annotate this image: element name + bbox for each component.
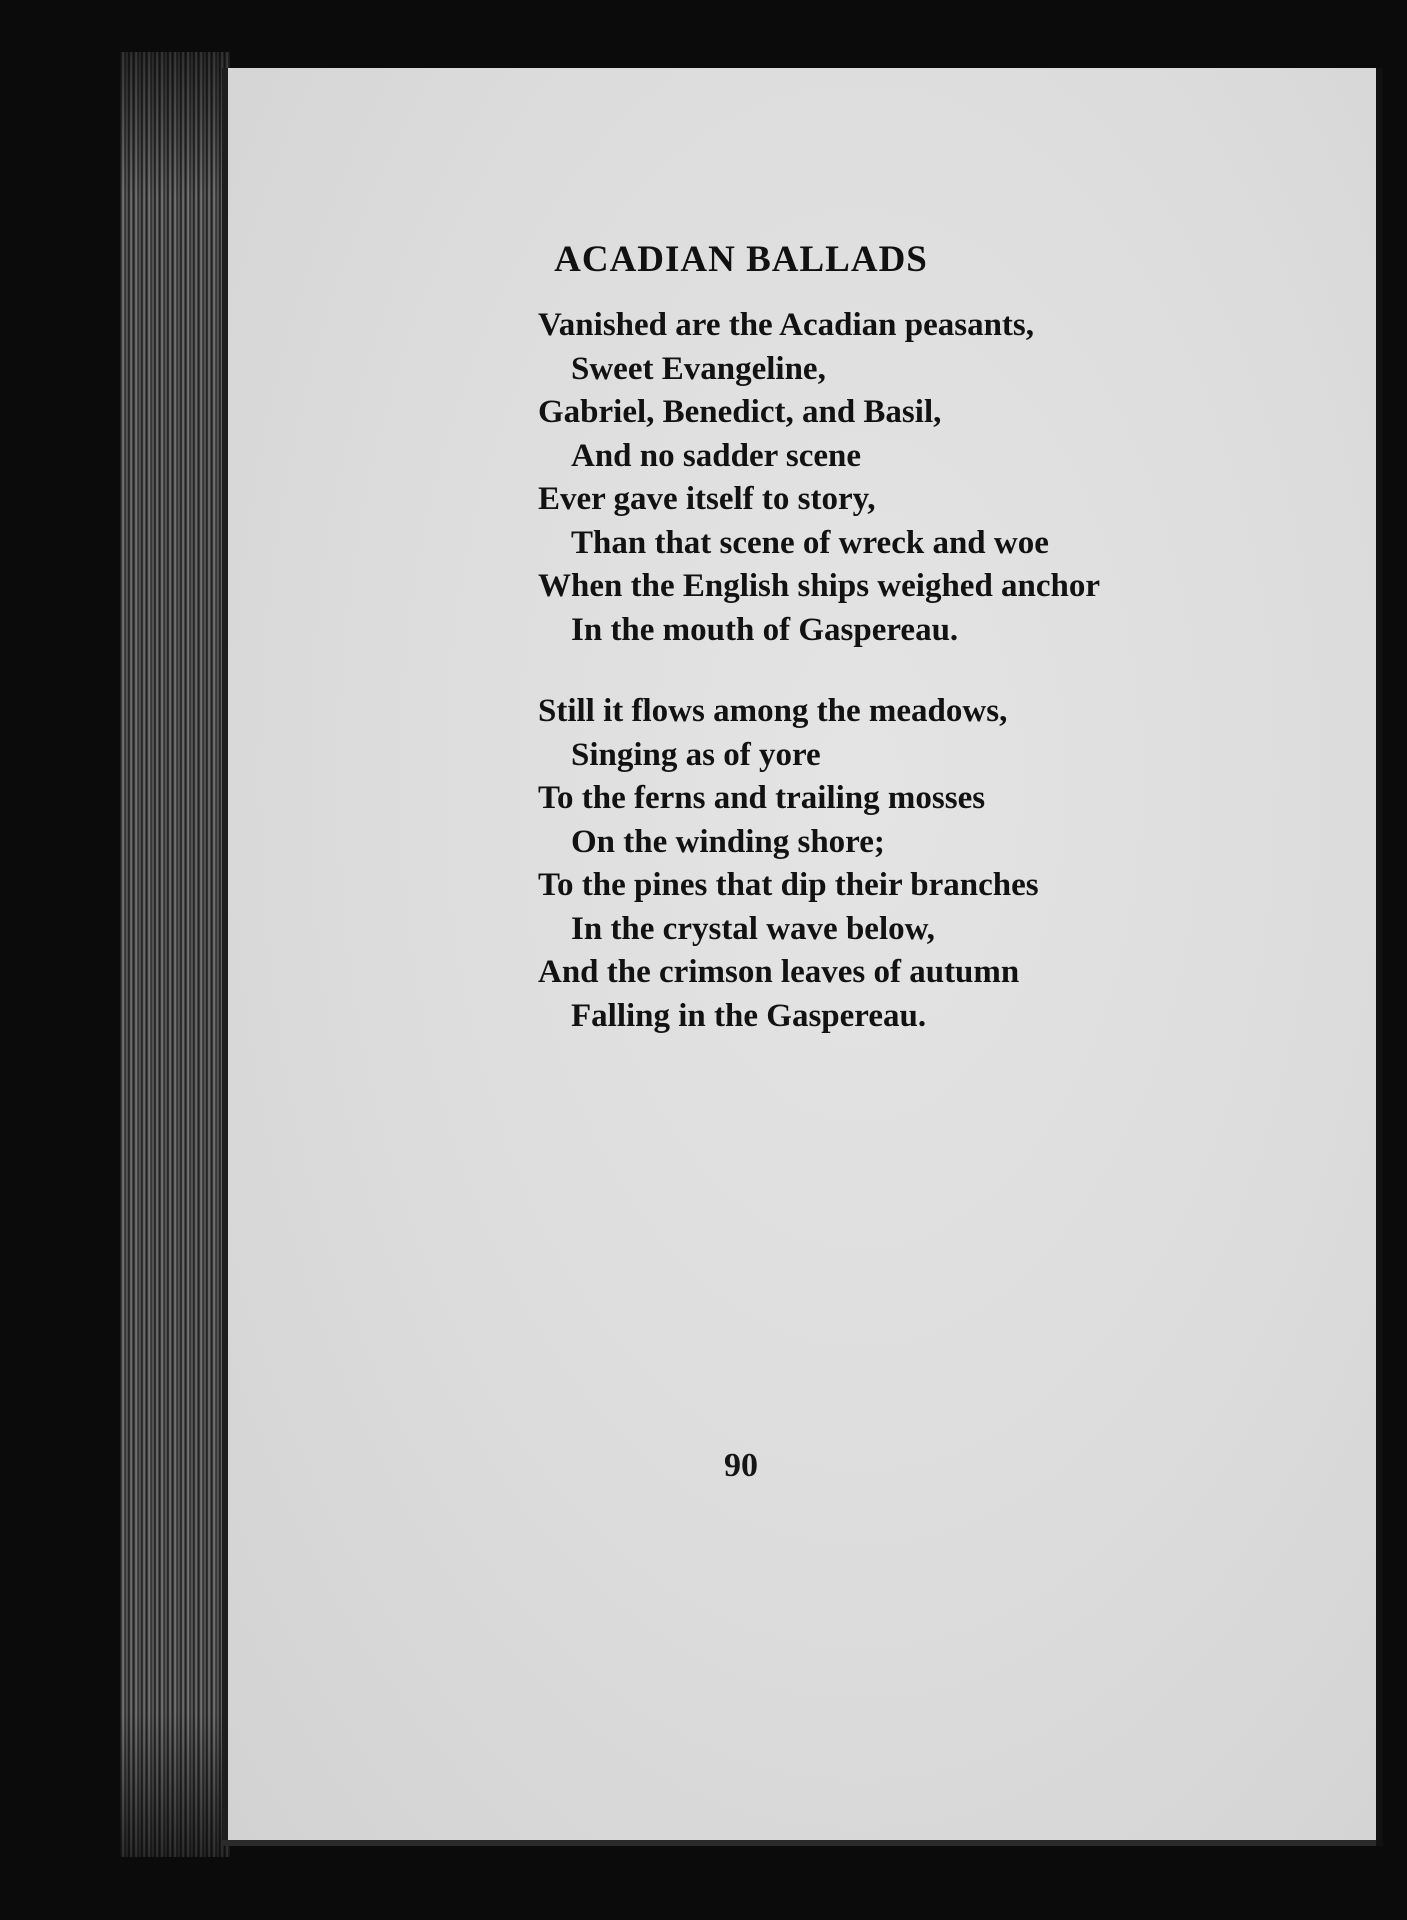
book-page-stack [120,52,230,1857]
verse-line: Singing as of yore [571,736,821,773]
verse-line: In the mouth of Gaspereau. [571,611,959,648]
verse-line: To the pines that dip their branches [538,867,1039,903]
page-right-border [1376,68,1383,1846]
verse-line: Vanished are the Acadian peasants, [538,307,1035,343]
verse-line: When the English ships weighed anchor [538,568,1101,604]
verse-line: Than that scene of wreck and woe [571,524,1049,561]
verse-line: Still it flows among the meadows, [538,693,1008,729]
verse-line: Sweet Evangeline, [571,350,826,387]
page-number: 90 [724,1447,758,1484]
verse-line: Ever gave itself to story, [538,481,876,517]
stanza [538,690,1039,1038]
verse-line: To the ferns and trailing mosses [538,780,986,816]
verse-line: And no sadder scene [571,437,862,474]
page-left-border [222,68,228,1843]
verse-line: In the crystal wave below, [571,910,935,947]
running-head: ACADIAN BALLADS [554,239,928,280]
stanza [538,304,1100,652]
verse-line: Falling in the Gaspereau. [571,997,927,1034]
verse-line: On the winding shore; [571,823,885,860]
verse-line: And the crimson leaves of autumn [538,954,1020,990]
page-bottom-border [222,1840,1382,1846]
verse-line: Gabriel, Benedict, and Basil, [538,394,942,430]
